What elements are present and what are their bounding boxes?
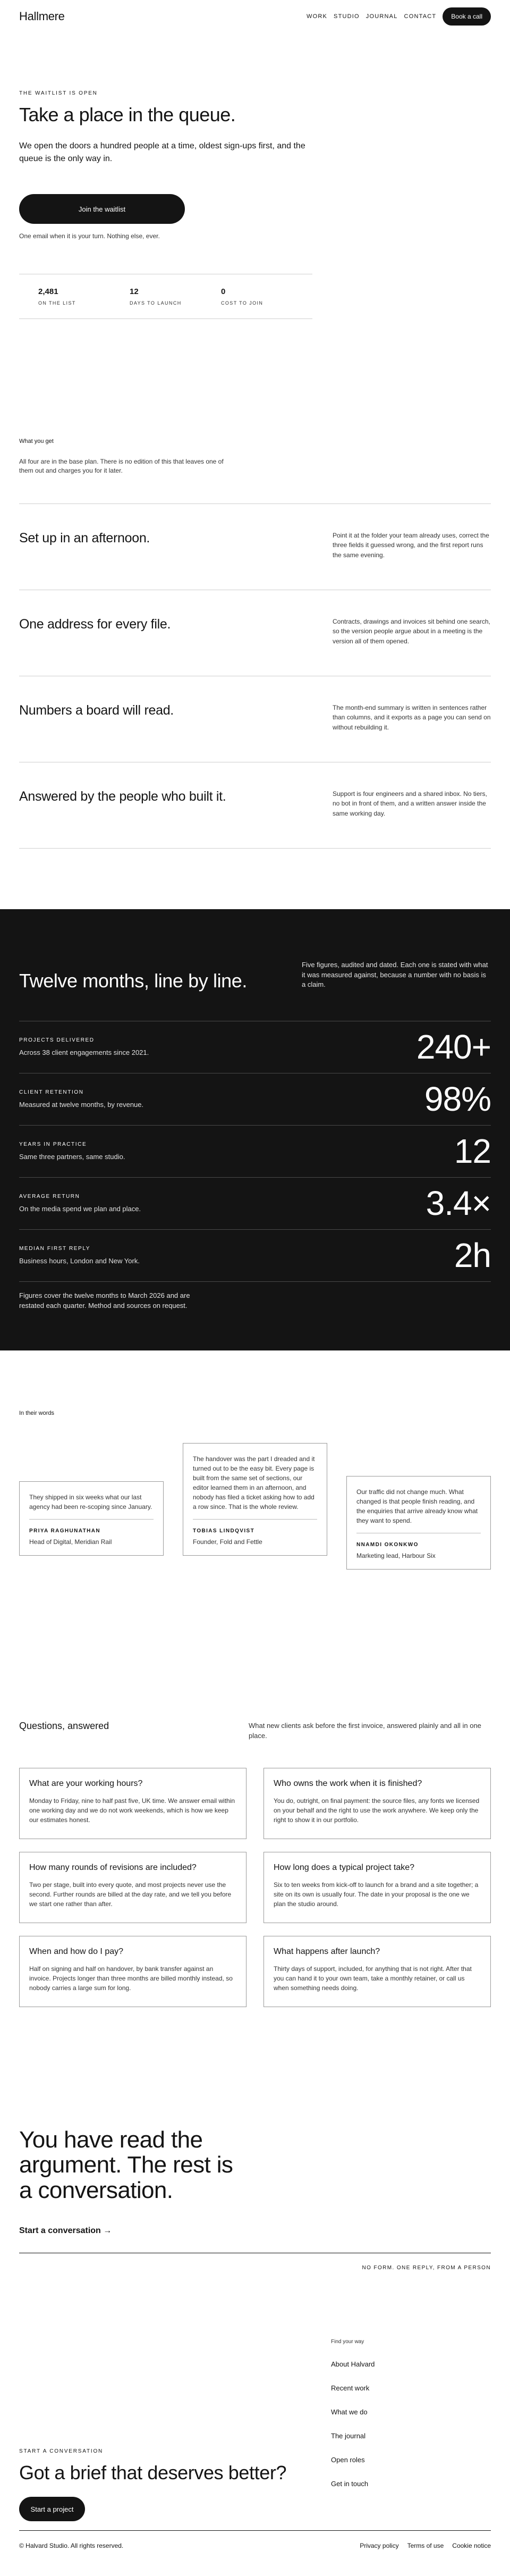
metric-sub: Across 38 client engagements since 2021. (19, 1048, 149, 1057)
hero-title: Take a place in the queue. (19, 104, 236, 125)
footer-link-get-in-touch[interactable]: Get in touch (331, 2480, 369, 2488)
nav-link-journal[interactable]: JOURNAL (366, 13, 398, 20)
hero-section (0, 33, 510, 319)
testimonial-role: Head of Digital, Meridian Rail (29, 1538, 112, 1546)
faq-question: What are your working hours? (29, 1778, 143, 1788)
stat-days-to-launch (130, 287, 221, 306)
site-header (0, 0, 510, 33)
testimonial-card (346, 1476, 491, 1570)
hero-note: One email when it is your turn. Nothing else, ever. (19, 232, 160, 240)
testimonial-name: TOBIAS LINDQVIST (193, 1528, 255, 1534)
metric-sub: Same three partners, same studio. (19, 1153, 125, 1161)
metric-row (19, 1178, 491, 1230)
hero-lead: We open the doors a hundred people at a time, oldest sign-ups first, and the queue is the only way in. (19, 141, 305, 163)
metric-row (19, 1021, 491, 1073)
metrics-footnote: Figures cover the twelve months to March 2026 and are restated each quarter. Method and sources on request. (19, 1291, 190, 1310)
feature-title: Numbers a board will read. (19, 702, 174, 718)
stat-cost (221, 287, 312, 306)
feature-title: Answered by the people who built it. (19, 788, 226, 804)
faq-answer: Monday to Friday, nine to half past five, UK time. We answer email within one working day and we do not work weekends, which is how we keep our estimates honest. (29, 1797, 235, 1824)
divider (29, 1519, 154, 1520)
start-project-button[interactable]: Start a project (19, 2497, 85, 2521)
faq-header (19, 1721, 491, 1741)
faq-item[interactable] (264, 1768, 491, 1839)
waitlist-stats (19, 274, 312, 319)
stat-value: 2,481 (38, 287, 58, 296)
nav-link-studio[interactable]: STUDIO (334, 13, 360, 20)
faq-title: Questions, answered (19, 1720, 109, 1731)
cookie-link[interactable]: Cookie notice (452, 2541, 491, 2549)
feature-text: Point it at the folder your team already uses, correct the three fields it guessed wrong, and the first report runs the same evening. (333, 531, 489, 559)
footer-bottom (19, 2530, 491, 2560)
faq-answer: You do, outright, on final payment: the source files, any fonts we licensed on your behalf and the right to use the work anywhere. We keep only the right to show it in our portfolio. (274, 1797, 480, 1824)
metric-row (19, 1073, 491, 1126)
metric-label: PROJECTS DELIVERED (19, 1037, 95, 1044)
testimonial-name: PRIYA RAGHUNATHAN (29, 1528, 100, 1534)
metrics-header (19, 960, 491, 992)
book-call-button[interactable]: Book a call (443, 7, 491, 26)
metrics-section (0, 909, 510, 1350)
feature-text: Contracts, drawings and invoices sit behind one search, so the version people argue about in a meeting is the version all of them opened. (333, 617, 490, 645)
cta-title: You have read the argument. The rest is a conversation. (19, 2126, 233, 2203)
stat-on-list (38, 287, 130, 306)
footer-link-open-roles[interactable]: Open roles (331, 2456, 365, 2464)
logo[interactable]: Hallmere (19, 10, 65, 23)
start-conversation-link[interactable]: Start a conversation → (19, 2226, 112, 2236)
metric-value: 12 (454, 1132, 491, 1171)
join-waitlist-button[interactable]: Join the waitlist (19, 194, 185, 224)
footer-nav (331, 2339, 375, 2496)
footer-nav-title: Find your way (331, 2339, 364, 2345)
testimonial-cards (19, 1443, 491, 1605)
nav-link-contact[interactable]: CONTACT (404, 13, 437, 20)
footer-link-about[interactable]: About Halvard (331, 2360, 375, 2369)
metric-sub: Measured at twelve months, by revenue. (19, 1101, 144, 1109)
terms-link[interactable]: Terms of use (407, 2541, 444, 2549)
legal-links (360, 2542, 491, 2549)
features-title: What you get (19, 438, 54, 444)
testimonial-card (183, 1443, 327, 1556)
features-section (0, 319, 510, 849)
testimonial-quote: They shipped in six weeks what our last agency had been re-scoping since January. (29, 1493, 152, 1511)
feature-text: The month-end summary is written in sentences rather than columns, and it exports as a page you can send on without rebuilding it. (333, 703, 491, 731)
site-footer (0, 2339, 510, 2560)
cta-note: NO FORM. ONE REPLY, FROM A PERSON (362, 2265, 491, 2271)
main-nav (307, 7, 491, 26)
feature-text: Support is four engineers and a shared inbox. No tiers, no bot in front of them, and a written answer inside the same working day. (333, 790, 487, 817)
metric-row (19, 1126, 491, 1178)
feature-list (19, 504, 491, 849)
footer-top (19, 2339, 491, 2530)
faq-answer: Two per stage, built into every quote, and most projects never use the second. Further rounds are billed at the day rate, and we tell you before we start one rather than after. (29, 1881, 232, 1908)
faq-question: How long does a typical project take? (274, 1862, 415, 1872)
testimonial-quote: Our traffic did not change much. What changed is that people finish reading, and the enquiries that arrive already know what they want to spend. (356, 1488, 478, 1524)
faq-answer: Thirty days of support, included, for anything that is not right. After that you can hand it to your own team, take a monthly retainer, or call us when something needs doing. (274, 1965, 472, 1992)
nav-link-work[interactable]: WORK (307, 13, 328, 20)
feature-row (19, 590, 491, 676)
metrics-intro: Five figures, audited and dated. Each one is stated with what it was measured against, because a number with no basis is a claim. (302, 960, 488, 989)
privacy-link[interactable]: Privacy policy (360, 2541, 399, 2549)
faq-question: What happens after launch? (274, 1946, 380, 1956)
faq-item[interactable] (264, 1852, 491, 1923)
metric-sub: On the media spend we plan and place. (19, 1205, 141, 1213)
metric-value: 98% (424, 1080, 491, 1119)
metric-value: 3.4× (426, 1184, 491, 1223)
metric-list (19, 1021, 491, 1282)
faq-answer: Half on signing and half on handover, by bank transfer against an invoice. Projects longer than three months are billed monthly instead, so nobody carries a large sum for long. (29, 1965, 233, 1992)
hero-eyebrow: THE WAITLIST IS OPEN (19, 90, 98, 96)
footer-link-recent-work[interactable]: Recent work (331, 2384, 370, 2393)
stat-value: 12 (130, 287, 139, 296)
faq-item[interactable] (19, 1768, 246, 1839)
feature-row (19, 504, 491, 590)
metric-value: 240+ (416, 1028, 491, 1067)
faq-question: Who owns the work when it is finished? (274, 1778, 422, 1788)
footer-brief (19, 2448, 286, 2521)
testimonial-card (19, 1481, 164, 1556)
feature-row (19, 676, 491, 762)
feature-row (19, 762, 491, 849)
testimonials-title: In their words (19, 1409, 55, 1416)
metrics-title: Twelve months, line by line. (19, 969, 248, 992)
faq-intro: What new clients ask before the first invoice, answered plainly and all in one place. (249, 1721, 481, 1740)
testimonial-role: Marketing lead, Harbour Six (356, 1551, 436, 1559)
footer-eyebrow: START A CONVERSATION (19, 2448, 104, 2455)
testimonials-section (0, 1350, 510, 1605)
cta-section (0, 2007, 510, 2271)
copyright: © Halvard Studio. All rights reserved. (19, 2541, 124, 2549)
metric-value: 2h (454, 1236, 491, 1275)
footer-link-what-we-do[interactable]: What we do (331, 2408, 368, 2416)
faq-item[interactable] (19, 1936, 246, 2007)
footer-link-journal[interactable]: The journal (331, 2432, 366, 2440)
faq-answer: Six to ten weeks from kick-off to launch for a brand and a site together; a site on its own is usually four. The date in your proposal is the one we plan the studio around. (274, 1881, 479, 1908)
testimonial-role: Founder, Fold and Fettle (193, 1538, 262, 1546)
faq-question: When and how do I pay? (29, 1946, 124, 1956)
metric-label: YEARS IN PRACTICE (19, 1142, 87, 1148)
metric-sub: Business hours, London and New York. (19, 1257, 140, 1265)
faq-item[interactable] (19, 1852, 246, 1923)
footer-title: Got a brief that deserves better? (19, 2462, 287, 2484)
features-intro: All four are in the base plan. There is no edition of this that leaves one of them out and charges you for it later. (19, 458, 224, 475)
stat-label: ON THE LIST (38, 300, 76, 306)
metric-label: CLIENT RETENTION (19, 1089, 84, 1096)
feature-title: Set up in an afternoon. (19, 530, 150, 546)
testimonial-quote: The handover was the part I dreaded and it turned out to be the easy bit. Every page is built from the same set of sections, our editor learned them in an afternoon, and nobody has filed a ticket asking how to add a row since. That is the whole review. (193, 1455, 315, 1511)
faq-grid (19, 1768, 491, 2007)
feature-title: One address for every file. (19, 616, 171, 632)
testimonial-name: NNAMDI OKONKWO (356, 1541, 419, 1548)
metric-label: MEDIAN FIRST REPLY (19, 1246, 91, 1252)
divider (193, 1519, 317, 1520)
faq-question: How many rounds of revisions are included? (29, 1862, 197, 1872)
metric-label: AVERAGE RETURN (19, 1194, 80, 1200)
stat-label: COST TO JOIN (221, 300, 264, 306)
stat-label: DAYS TO LAUNCH (130, 300, 182, 306)
stat-value: 0 (221, 287, 226, 296)
metric-row (19, 1230, 491, 1282)
faq-section (0, 1605, 510, 2007)
faq-item[interactable] (264, 1936, 491, 2007)
